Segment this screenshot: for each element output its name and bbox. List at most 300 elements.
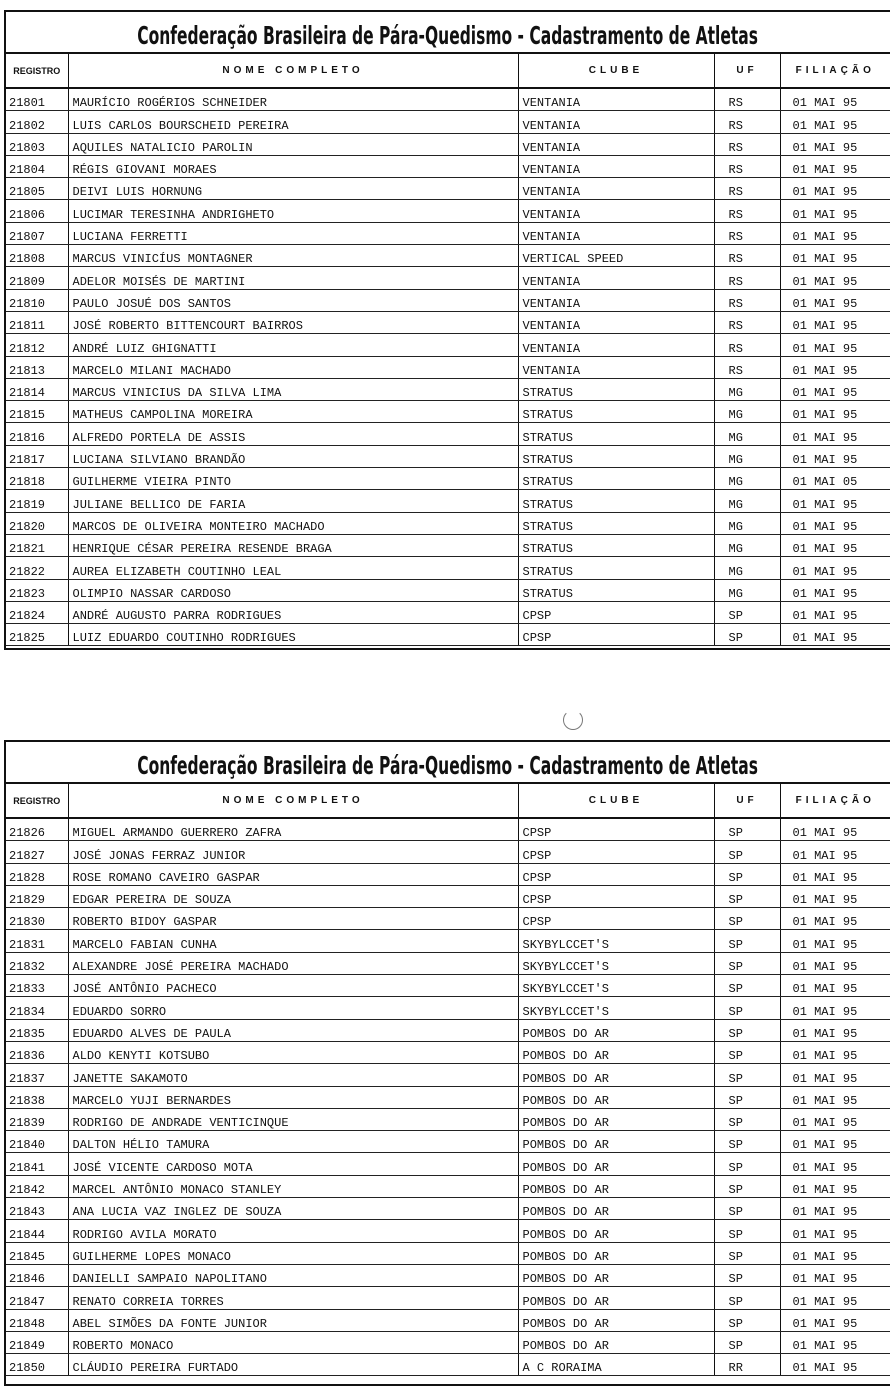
table-body xyxy=(6,88,890,646)
header-clube: CLUBE xyxy=(518,54,714,88)
registro-cell: 21829 xyxy=(6,885,68,907)
nome-cell: LUCIANA SILVIANO BRANDÃO xyxy=(68,445,518,467)
registro-cell: 21809 xyxy=(6,267,68,289)
registro-cell: 21846 xyxy=(6,1264,68,1286)
filiacao-cell: 01 MAI 95 xyxy=(780,579,890,601)
registro-cell: 21818 xyxy=(6,468,68,490)
filiacao-cell: 01 MAI 95 xyxy=(780,930,890,952)
filiacao-cell: 01 MAI 95 xyxy=(780,1131,890,1153)
nome-cell: ALFREDO PORTELA DE ASSIS xyxy=(68,423,518,445)
sheet-title: Confederação Brasileira de Pára-Quedismo - Cadastramento de Atletas xyxy=(6,742,890,784)
clube-cell: POMBOS DO AR xyxy=(518,1309,714,1331)
uf-cell: SP xyxy=(714,1041,780,1063)
filiacao-cell: 01 MAI 95 xyxy=(780,1264,890,1286)
nome-cell: GUILHERME VIEIRA PINTO xyxy=(68,468,518,490)
registro-cell: 21834 xyxy=(6,997,68,1019)
registro-cell: 21810 xyxy=(6,289,68,311)
uf-cell: RS xyxy=(714,267,780,289)
filiacao-cell: 01 MAI 95 xyxy=(780,512,890,534)
nome-cell: HENRIQUE CÉSAR PEREIRA RESENDE BRAGA xyxy=(68,534,518,556)
nome-cell: AQUILES NATALICIO PAROLIN xyxy=(68,133,518,155)
nome-cell: JANETTE SAKAMOTO xyxy=(68,1064,518,1086)
filiacao-cell: 01 MAI 95 xyxy=(780,178,890,200)
table-row xyxy=(6,1309,890,1331)
clube-cell: STRATUS xyxy=(518,490,714,512)
table-row xyxy=(6,1108,890,1130)
nome-cell: ROSE ROMANO CAVEIRO GASPAR xyxy=(68,863,518,885)
table-row xyxy=(6,155,890,177)
filiacao-cell: 01 MAI 95 xyxy=(780,1242,890,1264)
uf-cell: RS xyxy=(714,289,780,311)
table-row xyxy=(6,111,890,133)
table-row xyxy=(6,1153,890,1175)
nome-cell: MATHEUS CAMPOLINA MOREIRA xyxy=(68,401,518,423)
clube-cell: VENTANIA xyxy=(518,334,714,356)
nome-cell: ALEXANDRE JOSÉ PEREIRA MACHADO xyxy=(68,952,518,974)
table-row xyxy=(6,334,890,356)
table-row xyxy=(6,930,890,952)
clube-cell: POMBOS DO AR xyxy=(518,1198,714,1220)
table-row xyxy=(6,512,890,534)
table-row xyxy=(6,863,890,885)
filiacao-cell: 01 MAI 95 xyxy=(780,245,890,267)
filiacao-cell: 01 MAI 95 xyxy=(780,1175,890,1197)
filiacao-cell: 01 MAI 95 xyxy=(780,997,890,1019)
clube-cell: CPSP xyxy=(518,863,714,885)
filiacao-cell: 01 MAI 95 xyxy=(780,885,890,907)
clube-cell: VENTANIA xyxy=(518,178,714,200)
uf-cell: MG xyxy=(714,512,780,534)
nome-cell: DEIVI LUIS HORNUNG xyxy=(68,178,518,200)
nome-cell: DANIELLI SAMPAIO NAPOLITANO xyxy=(68,1264,518,1286)
nome-cell: LUIZ EDUARDO COUTINHO RODRIGUES xyxy=(68,624,518,646)
header-uf: UF xyxy=(714,54,780,88)
filiacao-cell: 01 MAI 95 xyxy=(780,1309,890,1331)
nome-cell: RODRIGO AVILA MORATO xyxy=(68,1220,518,1242)
nome-cell: AUREA ELIZABETH COUTINHO LEAL xyxy=(68,557,518,579)
registro-cell: 21836 xyxy=(6,1041,68,1063)
registro-cell: 21831 xyxy=(6,930,68,952)
table-row xyxy=(6,200,890,222)
registro-cell: 21830 xyxy=(6,908,68,930)
registro-cell: 21822 xyxy=(6,557,68,579)
uf-cell: MG xyxy=(714,557,780,579)
uf-cell: SP xyxy=(714,1153,780,1175)
filiacao-cell: 01 MAI 95 xyxy=(780,1287,890,1309)
registro-cell: 21825 xyxy=(6,624,68,646)
uf-cell: SP xyxy=(714,1331,780,1353)
nome-cell: ABEL SIMÕES DA FONTE JUNIOR xyxy=(68,1309,518,1331)
table-row xyxy=(6,378,890,400)
filiacao-cell: 01 MAI 95 xyxy=(780,423,890,445)
header-nome: NOME COMPLETO xyxy=(68,54,518,88)
athlete-table xyxy=(6,54,890,646)
clube-cell: VENTANIA xyxy=(518,267,714,289)
clube-cell: SKYBYLCCET'S xyxy=(518,930,714,952)
clube-cell: SKYBYLCCET'S xyxy=(518,952,714,974)
nome-cell: ANDRÉ AUGUSTO PARRA RODRIGUES xyxy=(68,601,518,623)
clube-cell: SKYBYLCCET'S xyxy=(518,975,714,997)
nome-cell: JOSÉ JONAS FERRAZ JUNIOR xyxy=(68,841,518,863)
uf-cell: SP xyxy=(714,1264,780,1286)
filiacao-cell: 01 MAI 95 xyxy=(780,133,890,155)
athlete-sheet-2 xyxy=(4,740,890,1386)
nome-cell: GUILHERME LOPES MONACO xyxy=(68,1242,518,1264)
registro-cell: 21837 xyxy=(6,1064,68,1086)
header-uf: UF xyxy=(714,784,780,818)
nome-cell: MARCELO YUJI BERNARDES xyxy=(68,1086,518,1108)
uf-cell: SP xyxy=(714,1086,780,1108)
header-nome: NOME COMPLETO xyxy=(68,784,518,818)
registro-cell: 21803 xyxy=(6,133,68,155)
nome-cell: ANDRÉ LUIZ GHIGNATTI xyxy=(68,334,518,356)
table-row xyxy=(6,997,890,1019)
uf-cell: RS xyxy=(714,334,780,356)
clube-cell: STRATUS xyxy=(518,445,714,467)
nome-cell: MARCEL ANTÔNIO MONACO STANLEY xyxy=(68,1175,518,1197)
nome-cell: JOSÉ VICENTE CARDOSO MOTA xyxy=(68,1153,518,1175)
table-row xyxy=(6,952,890,974)
clube-cell: VENTANIA xyxy=(518,356,714,378)
uf-cell: SP xyxy=(714,1175,780,1197)
clube-cell: CPSP xyxy=(518,818,714,841)
nome-cell: JOSÉ ANTÔNIO PACHECO xyxy=(68,975,518,997)
table-row xyxy=(6,1354,890,1376)
clube-cell: CPSP xyxy=(518,841,714,863)
table-row xyxy=(6,579,890,601)
nome-cell: ROBERTO BIDOY GASPAR xyxy=(68,908,518,930)
registro-cell: 21827 xyxy=(6,841,68,863)
table-row xyxy=(6,490,890,512)
table-row xyxy=(6,1198,890,1220)
uf-cell: MG xyxy=(714,423,780,445)
filiacao-cell: 01 MAI 95 xyxy=(780,1331,890,1353)
nome-cell: MARCUS VINICIUS DA SILVA LIMA xyxy=(68,378,518,400)
clube-cell: POMBOS DO AR xyxy=(518,1153,714,1175)
nome-cell: DALTON HÉLIO TAMURA xyxy=(68,1131,518,1153)
table-row xyxy=(6,1041,890,1063)
table-row xyxy=(6,267,890,289)
nome-cell: EDUARDO SORRO xyxy=(68,997,518,1019)
uf-cell: SP xyxy=(714,1131,780,1153)
nome-cell: LUIS CARLOS BOURSCHEID PEREIRA xyxy=(68,111,518,133)
filiacao-cell: 01 MAI 95 xyxy=(780,1041,890,1063)
registro-cell: 21833 xyxy=(6,975,68,997)
clube-cell: POMBOS DO AR xyxy=(518,1287,714,1309)
registro-cell: 21843 xyxy=(6,1198,68,1220)
table-row xyxy=(6,557,890,579)
registro-cell: 21821 xyxy=(6,534,68,556)
athlete-table xyxy=(6,784,890,1376)
uf-cell: RS xyxy=(714,200,780,222)
registro-cell: 21806 xyxy=(6,200,68,222)
registro-cell: 21844 xyxy=(6,1220,68,1242)
clube-cell: VENTANIA xyxy=(518,289,714,311)
registro-cell: 21842 xyxy=(6,1175,68,1197)
nome-cell: LUCIMAR TERESINHA ANDRIGHETO xyxy=(68,200,518,222)
table-row xyxy=(6,245,890,267)
registro-cell: 21824 xyxy=(6,601,68,623)
registro-cell: 21835 xyxy=(6,1019,68,1041)
clube-cell: VENTANIA xyxy=(518,222,714,244)
table-row xyxy=(6,423,890,445)
clube-cell: POMBOS DO AR xyxy=(518,1064,714,1086)
uf-cell: SP xyxy=(714,1309,780,1331)
punch-hole xyxy=(563,710,583,730)
uf-cell: SP xyxy=(714,624,780,646)
filiacao-cell: 01 MAI 95 xyxy=(780,1086,890,1108)
uf-cell: SP xyxy=(714,1287,780,1309)
filiacao-cell: 01 MAI 95 xyxy=(780,601,890,623)
clube-cell: POMBOS DO AR xyxy=(518,1041,714,1063)
registro-cell: 21847 xyxy=(6,1287,68,1309)
nome-cell: EDGAR PEREIRA DE SOUZA xyxy=(68,885,518,907)
filiacao-cell: 01 MAI 95 xyxy=(780,490,890,512)
clube-cell: VENTANIA xyxy=(518,111,714,133)
uf-cell: SP xyxy=(714,1220,780,1242)
filiacao-cell: 01 MAI 05 xyxy=(780,468,890,490)
table-row xyxy=(6,1131,890,1153)
filiacao-cell: 01 MAI 95 xyxy=(780,311,890,333)
uf-cell: RS xyxy=(714,311,780,333)
uf-cell: SP xyxy=(714,1198,780,1220)
filiacao-cell: 01 MAI 95 xyxy=(780,534,890,556)
filiacao-cell: 01 MAI 95 xyxy=(780,841,890,863)
filiacao-cell: 01 MAI 95 xyxy=(780,908,890,930)
registro-cell: 21819 xyxy=(6,490,68,512)
nome-cell: MARCELO MILANI MACHADO xyxy=(68,356,518,378)
header-row xyxy=(6,54,890,88)
filiacao-cell: 01 MAI 95 xyxy=(780,445,890,467)
uf-cell: SP xyxy=(714,908,780,930)
header-registro: REGISTRO xyxy=(6,54,68,88)
header-row xyxy=(6,784,890,818)
clube-cell: STRATUS xyxy=(518,468,714,490)
registro-cell: 21826 xyxy=(6,818,68,841)
clube-cell: STRATUS xyxy=(518,579,714,601)
nome-cell: RODRIGO DE ANDRADE VENTICINQUE xyxy=(68,1108,518,1130)
registro-cell: 21815 xyxy=(6,401,68,423)
filiacao-cell: 01 MAI 95 xyxy=(780,1064,890,1086)
filiacao-cell: 01 MAI 95 xyxy=(780,401,890,423)
uf-cell: SP xyxy=(714,885,780,907)
clube-cell: VERTICAL SPEED xyxy=(518,245,714,267)
uf-cell: SP xyxy=(714,863,780,885)
clube-cell: VENTANIA xyxy=(518,133,714,155)
athlete-sheet-1 xyxy=(4,10,890,650)
uf-cell: RS xyxy=(714,245,780,267)
uf-cell: SP xyxy=(714,1019,780,1041)
registro-cell: 21816 xyxy=(6,423,68,445)
filiacao-cell: 01 MAI 95 xyxy=(780,289,890,311)
table-row xyxy=(6,468,890,490)
filiacao-cell: 01 MAI 95 xyxy=(780,155,890,177)
table-row xyxy=(6,1175,890,1197)
clube-cell: STRATUS xyxy=(518,557,714,579)
registro-cell: 21848 xyxy=(6,1309,68,1331)
table-row xyxy=(6,534,890,556)
clube-cell: VENTANIA xyxy=(518,200,714,222)
registro-cell: 21804 xyxy=(6,155,68,177)
uf-cell: SP xyxy=(714,952,780,974)
nome-cell: RÉGIS GIOVANI MORAES xyxy=(68,155,518,177)
registro-cell: 21813 xyxy=(6,356,68,378)
header-filiacao: FILIAÇÃO xyxy=(780,54,890,88)
table-row xyxy=(6,1086,890,1108)
uf-cell: RR xyxy=(714,1354,780,1376)
table-row xyxy=(6,624,890,646)
uf-cell: MG xyxy=(714,445,780,467)
filiacao-cell: 01 MAI 95 xyxy=(780,952,890,974)
clube-cell: A C RORAIMA xyxy=(518,1354,714,1376)
nome-cell: JULIANE BELLICO DE FARIA xyxy=(68,490,518,512)
registro-cell: 21840 xyxy=(6,1131,68,1153)
clube-cell: POMBOS DO AR xyxy=(518,1175,714,1197)
filiacao-cell: 01 MAI 95 xyxy=(780,200,890,222)
filiacao-cell: 01 MAI 95 xyxy=(780,334,890,356)
uf-cell: RS xyxy=(714,133,780,155)
uf-cell: MG xyxy=(714,401,780,423)
nome-cell: OLIMPIO NASSAR CARDOSO xyxy=(68,579,518,601)
filiacao-cell: 01 MAI 95 xyxy=(780,624,890,646)
uf-cell: SP xyxy=(714,841,780,863)
uf-cell: SP xyxy=(714,601,780,623)
filiacao-cell: 01 MAI 95 xyxy=(780,1198,890,1220)
table-row xyxy=(6,975,890,997)
uf-cell: SP xyxy=(714,818,780,841)
filiacao-cell: 01 MAI 95 xyxy=(780,1153,890,1175)
uf-cell: SP xyxy=(714,1064,780,1086)
registro-cell: 21801 xyxy=(6,88,68,111)
filiacao-cell: 01 MAI 95 xyxy=(780,1354,890,1376)
filiacao-cell: 01 MAI 95 xyxy=(780,863,890,885)
table-row xyxy=(6,841,890,863)
registro-cell: 21802 xyxy=(6,111,68,133)
registro-cell: 21812 xyxy=(6,334,68,356)
table-row xyxy=(6,401,890,423)
clube-cell: POMBOS DO AR xyxy=(518,1264,714,1286)
clube-cell: STRATUS xyxy=(518,534,714,556)
nome-cell: MARCOS DE OLIVEIRA MONTEIRO MACHADO xyxy=(68,512,518,534)
filiacao-cell: 01 MAI 95 xyxy=(780,557,890,579)
table-row xyxy=(6,1264,890,1286)
filiacao-cell: 01 MAI 95 xyxy=(780,818,890,841)
uf-cell: SP xyxy=(714,997,780,1019)
nome-cell: ROBERTO MONACO xyxy=(68,1331,518,1353)
clube-cell: VENTANIA xyxy=(518,155,714,177)
sheet-title: Confederação Brasileira de Pára-Quedismo - Cadastramento de Atletas xyxy=(6,12,890,54)
clube-cell: SKYBYLCCET'S xyxy=(518,997,714,1019)
registro-cell: 21823 xyxy=(6,579,68,601)
uf-cell: MG xyxy=(714,468,780,490)
clube-cell: POMBOS DO AR xyxy=(518,1331,714,1353)
clube-cell: STRATUS xyxy=(518,423,714,445)
nome-cell: JOSÉ ROBERTO BITTENCOURT BAIRROS xyxy=(68,311,518,333)
clube-cell: STRATUS xyxy=(518,512,714,534)
table-row xyxy=(6,1287,890,1309)
table-row xyxy=(6,133,890,155)
table-row xyxy=(6,601,890,623)
filiacao-cell: 01 MAI 95 xyxy=(780,1019,890,1041)
table-row xyxy=(6,1242,890,1264)
clube-cell: STRATUS xyxy=(518,401,714,423)
registro-cell: 21805 xyxy=(6,178,68,200)
filiacao-cell: 01 MAI 95 xyxy=(780,88,890,111)
clube-cell: POMBOS DO AR xyxy=(518,1019,714,1041)
nome-cell: CLÁUDIO PEREIRA FURTADO xyxy=(68,1354,518,1376)
filiacao-cell: 01 MAI 95 xyxy=(780,378,890,400)
table-row xyxy=(6,356,890,378)
uf-cell: RS xyxy=(714,356,780,378)
registro-cell: 21838 xyxy=(6,1086,68,1108)
uf-cell: RS xyxy=(714,88,780,111)
registro-cell: 21820 xyxy=(6,512,68,534)
registro-cell: 21807 xyxy=(6,222,68,244)
clube-cell: CPSP xyxy=(518,908,714,930)
nome-cell: EDUARDO ALVES DE PAULA xyxy=(68,1019,518,1041)
table-row xyxy=(6,885,890,907)
registro-cell: 21850 xyxy=(6,1354,68,1376)
registro-cell: 21814 xyxy=(6,378,68,400)
uf-cell: SP xyxy=(714,1108,780,1130)
nome-cell: LUCIANA FERRETTI xyxy=(68,222,518,244)
table-row xyxy=(6,1331,890,1353)
uf-cell: SP xyxy=(714,930,780,952)
nome-cell: MARCUS VINICÍUS MONTAGNER xyxy=(68,245,518,267)
table-row xyxy=(6,445,890,467)
table-row xyxy=(6,1220,890,1242)
clube-cell: POMBOS DO AR xyxy=(518,1086,714,1108)
registro-cell: 21841 xyxy=(6,1153,68,1175)
filiacao-cell: 01 MAI 95 xyxy=(780,356,890,378)
registro-cell: 21845 xyxy=(6,1242,68,1264)
table-row xyxy=(6,88,890,111)
registro-cell: 21839 xyxy=(6,1108,68,1130)
nome-cell: ADELOR MOISÉS DE MARTINI xyxy=(68,267,518,289)
nome-cell: MAURÍCIO ROGÉRIOS SCHNEIDER xyxy=(68,88,518,111)
table-row xyxy=(6,1064,890,1086)
nome-cell: ANA LUCIA VAZ INGLEZ DE SOUZA xyxy=(68,1198,518,1220)
filiacao-cell: 01 MAI 95 xyxy=(780,975,890,997)
table-row xyxy=(6,289,890,311)
clube-cell: CPSP xyxy=(518,624,714,646)
uf-cell: RS xyxy=(714,222,780,244)
uf-cell: RS xyxy=(714,111,780,133)
clube-cell: POMBOS DO AR xyxy=(518,1108,714,1130)
clube-cell: CPSP xyxy=(518,601,714,623)
clube-cell: POMBOS DO AR xyxy=(518,1131,714,1153)
clube-cell: VENTANIA xyxy=(518,311,714,333)
clube-cell: STRATUS xyxy=(518,378,714,400)
uf-cell: MG xyxy=(714,490,780,512)
registro-cell: 21808 xyxy=(6,245,68,267)
filiacao-cell: 01 MAI 95 xyxy=(780,222,890,244)
clube-cell: POMBOS DO AR xyxy=(518,1242,714,1264)
uf-cell: SP xyxy=(714,1242,780,1264)
uf-cell: RS xyxy=(714,178,780,200)
filiacao-cell: 01 MAI 95 xyxy=(780,1220,890,1242)
table-row xyxy=(6,1019,890,1041)
table-row xyxy=(6,178,890,200)
registro-cell: 21849 xyxy=(6,1331,68,1353)
registro-cell: 21828 xyxy=(6,863,68,885)
table-body xyxy=(6,818,890,1376)
uf-cell: MG xyxy=(714,534,780,556)
nome-cell: RENATO CORREIA TORRES xyxy=(68,1287,518,1309)
registro-cell: 21832 xyxy=(6,952,68,974)
uf-cell: SP xyxy=(714,975,780,997)
header-registro: REGISTRO xyxy=(6,784,68,818)
